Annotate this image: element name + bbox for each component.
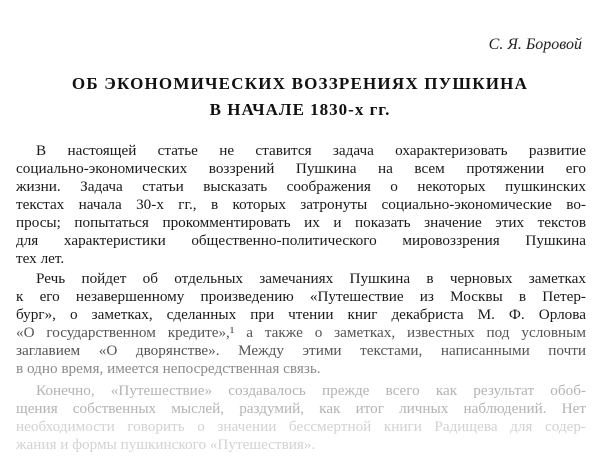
paragraph-3-line-4: жания и формы пушкинского «Путешествия». (16, 436, 316, 453)
article-title-line-2: В НАЧАЛЕ 1830-х гг. (209, 100, 391, 119)
paragraph-2-line-2: к его незавершенному произведению «Путешествие из Москвы в Петер- (16, 288, 586, 305)
paragraph-1-line-3: жизни. Задача статьи высказать соображения о некоторых пушкинских (16, 178, 586, 195)
paragraph-2-line-3: бург», о заметках, сделанных при чтении книг декабриста М. Ф. Орлова (16, 306, 586, 323)
paragraph-1-line-5: просы; попытаться прокомментировать их и показать значение этих текстов (16, 214, 586, 231)
article-title-line-1: ОБ ЭКОНОМИЧЕСКИХ ВОЗЗРЕНИЯХ ПУШКИНА (71, 74, 529, 93)
paragraph-1-line-6: для характеристики общественно-политического мировоззрения Пушкина (16, 232, 586, 249)
author-name: С. Я. Боровой (488, 36, 582, 53)
paragraph-1-line-7: тех лет. (16, 250, 65, 267)
paragraph-1-line-4: текстах начала 30-х гг., в которых затронуты социально-экономические во- (16, 196, 586, 213)
paragraph-2-line-6: в одно время, имеется непосредственная связь. (16, 360, 321, 377)
paragraph-2-line-5: заглавием «О дворянстве». Между этими текстами, написанными почти (16, 342, 586, 359)
paragraph-1-line-2: социально-экономических воззрений Пушкина на всем протяжении его (16, 160, 586, 177)
paragraph-3-line-2: щения собственных мыслей, раздумий, как итог личных наблюдений. Нет (16, 400, 586, 417)
paragraph-2-line-4: «О государственном кредите»,¹ а также о заметках, известных под условным (16, 324, 586, 341)
paragraph-2-line-1: Речь пойдет об отдельных замечаниях Пушкина в черновых заметках (36, 270, 586, 287)
paragraph-3-line-1: Конечно, «Путешествие» создавалось прежде всего как результат обоб- (36, 382, 586, 399)
paragraph-1-line-1: В настоящей статье не ставится задача охарактеризовать развитие (36, 142, 586, 159)
paragraph-3-line-3: необходимости говорить о значении бессмертной книги Радищева для содер- (16, 418, 586, 435)
